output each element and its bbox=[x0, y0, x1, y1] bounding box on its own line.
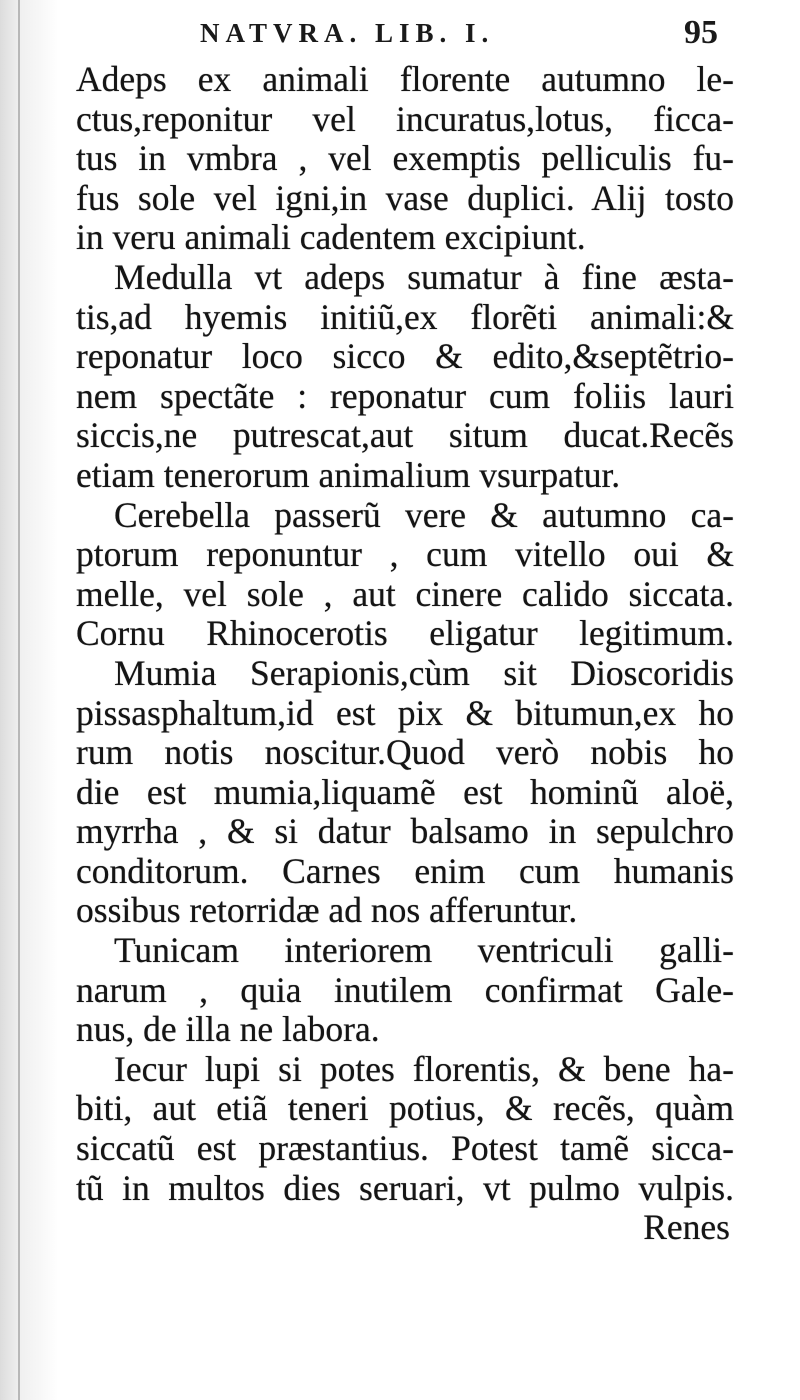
text-line: Iecur lupi si potes florentis, & bene ha- bbox=[114, 1048, 734, 1089]
page-header bbox=[200, 14, 740, 54]
text-line: tus in vmbra , vel exemptis pelliculis fu- bbox=[76, 138, 734, 179]
text-line: ossibus retorridæ ad nos afferuntur. bbox=[76, 890, 578, 931]
page-number: 95 bbox=[684, 14, 718, 51]
text-line: Adeps ex animali florente autumno le- bbox=[76, 59, 734, 99]
text-line: melle, vel sole , aut cinere calido siccata. bbox=[76, 573, 734, 614]
text-line: conditorum. Carnes enim cum humanis bbox=[76, 850, 734, 891]
text-line: pissasphaltum,id est pix & bitumun,ex ho bbox=[76, 692, 734, 733]
text-line: die est mumia,liquamẽ est hominũ aloë, bbox=[76, 771, 734, 812]
text-line: myrrha , & si datur balsamo in sepulchro bbox=[76, 811, 734, 852]
text-line: siccatũ est præstantius. Potest tamẽ sicca- bbox=[76, 1128, 734, 1169]
catchword-line bbox=[76, 1208, 734, 1248]
text-line: in veru animali cadentem excipiunt. bbox=[76, 217, 586, 258]
text-line: ctus,reponitur vel incuratus,lotus, ficca- bbox=[76, 98, 734, 139]
binding-gutter bbox=[0, 0, 58, 1400]
text-line: reponatur loco sicco & edito,&septẽtrio- bbox=[76, 336, 734, 377]
text-line: biti, aut etiã teneri potius, & recẽs, quàm bbox=[76, 1088, 734, 1129]
text-line: Tunicam interiorem ventriculi galli- bbox=[114, 930, 734, 971]
text-line: rum notis noscitur.Quod verò nobis ho bbox=[76, 732, 734, 773]
text-line: Medulla vt adeps sumatur à fine æsta- bbox=[114, 256, 734, 297]
text-line: siccis,ne putrescat,aut situm ducat.Recẽs bbox=[76, 415, 734, 456]
body-text bbox=[76, 60, 734, 1248]
catchword: Renes bbox=[643, 1207, 730, 1248]
text-line: Cerebella passerũ vere & autumno ca- bbox=[114, 494, 734, 535]
running-head: NATVRA. LIB. I. bbox=[200, 18, 495, 48]
text-line: tũ in multos dies seruari, vt pulmo vulpis. bbox=[76, 1167, 734, 1208]
text-line: narum , quia inutilem confirmat Gale- bbox=[76, 969, 734, 1010]
text-line: Mumia Serapionis,cùm sit Dioscoridis bbox=[114, 652, 734, 693]
text-line: Cornu Rhinocerotis eligatur legitimum. bbox=[76, 613, 734, 654]
text-line: fus sole vel igni,in vase duplici. Alij tosto bbox=[76, 177, 734, 218]
text-line: tis,ad hyemis initiũ,ex florẽti animali:& bbox=[76, 296, 734, 337]
text-line: ptorum reponuntur , cum vitello oui & bbox=[76, 534, 734, 575]
text-line: etiam tenerorum animalium vsurpatur. bbox=[76, 454, 621, 495]
text-line: nem spectãte : reponatur cum foliis lauri bbox=[76, 375, 734, 416]
text-line: nus, de illa ne labora. bbox=[76, 1009, 380, 1050]
binding-edge bbox=[18, 0, 20, 1400]
